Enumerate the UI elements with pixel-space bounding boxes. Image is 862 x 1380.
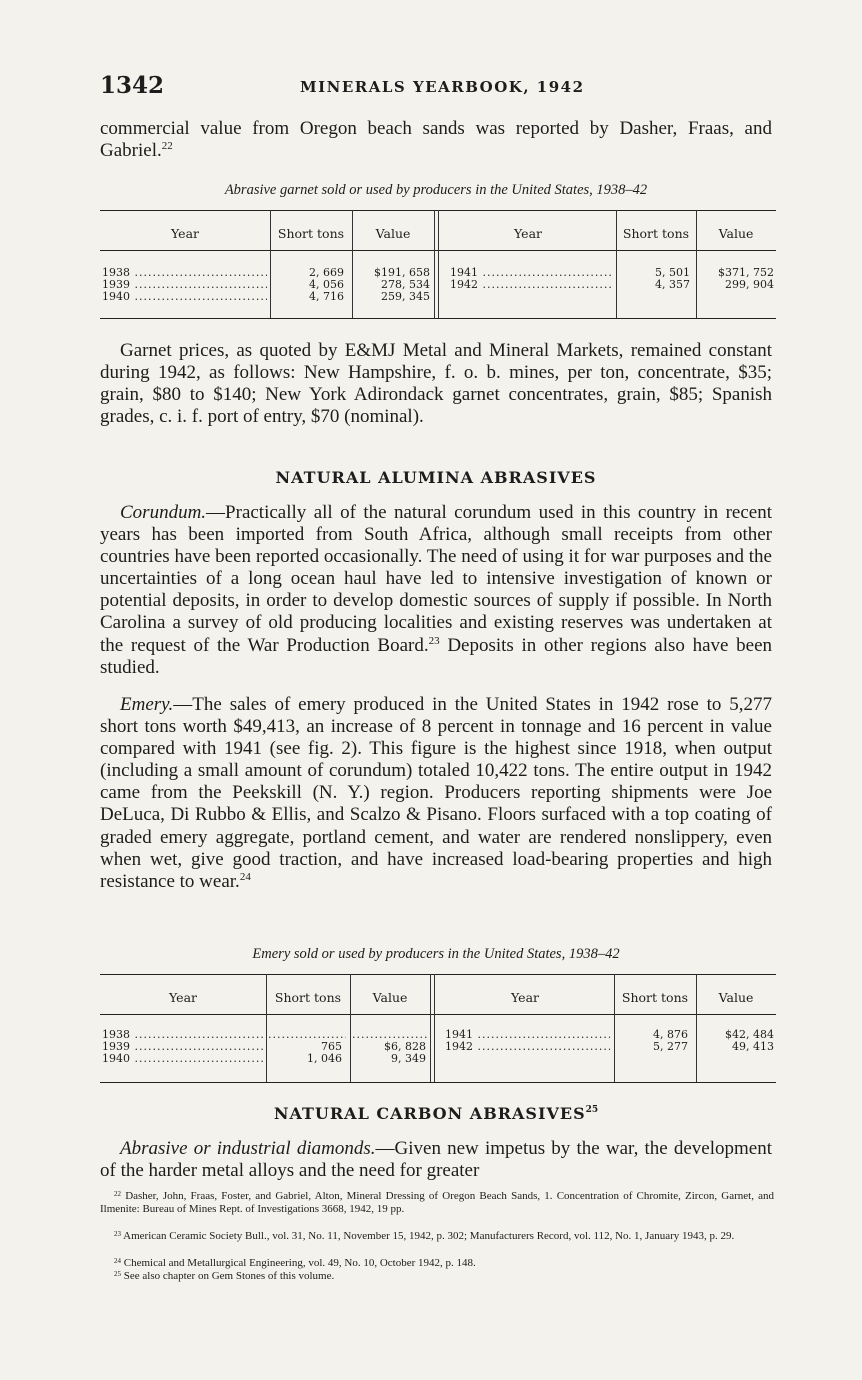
emery-lead: Emery. <box>120 694 174 715</box>
footnote-text: Dasher, John, Fraas, Foster, and Gabriel, Alton, Mineral Dressing of Oregon Beach Sands, 1. Concentration of Chromite, Zircon, Garnet, and Ilmenite: Bureau of Mines Rept. of Investigations 3668, 1942, 19 pp. <box>100 1190 775 1215</box>
corundum-tail: Deposits in other regions also have been studied. <box>100 634 773 678</box>
footnote-ref-23: 23 <box>428 634 440 647</box>
header-year: Year <box>171 226 199 241</box>
column-divider-double <box>434 210 439 318</box>
running-head: MINERALS YEARBOOK, 1942 <box>300 78 585 96</box>
emery-paragraph <box>100 694 772 893</box>
corundum-lead: Corundum. <box>120 502 207 523</box>
intro-paragraph <box>100 118 772 162</box>
footnote-ref-24: 24 <box>239 870 251 883</box>
header-value: Value <box>375 226 411 241</box>
footnote-24 <box>100 1257 774 1270</box>
table-cell-short-tons: 1, 046 <box>307 1052 342 1065</box>
emery-text: —The sales of emery produced in the United States in 1942 rose to 5,277 short tons worth $49,413, an increase of 8 percent in tonnage and 16 percent in value compared with 1941 (see fig. 2). This figure is the highest since 1918, when output (including a small amount of corundum) totaled 10,422 tons. The entire output in 1942 came from the Peekskill (N. Y.) region. Producers reporting shipments were Joe DeLuca, Di Rubbo & Ellis, and Scalzo & Pisano. Floors surfaced with a top coating of graded emery aggregate, portland cement, and water are rendered nonslippery, even when wet, give good traction, and have increased load-bearing properties and high resistance to wear. <box>100 694 772 892</box>
table-cell-year: 1938 ..... <box>102 1028 263 1041</box>
footnote-22 <box>100 1190 774 1215</box>
table-cell-value: 259, 345 <box>381 290 430 303</box>
footnote-ref-22: 22 <box>161 140 173 153</box>
table-cell-year: 1940 ..... <box>102 290 267 303</box>
table-cell-year: 1940 ..... <box>102 1052 263 1065</box>
header-short-tons: Short tons <box>274 990 342 1005</box>
header-year: Year <box>169 990 197 1005</box>
footnote-number: 24 <box>114 1257 121 1265</box>
header-short-tons: Short tons <box>277 226 345 241</box>
diamonds-lead: Abrasive or industrial diamonds. <box>120 1138 376 1159</box>
footnote-number: 22 <box>114 1190 121 1198</box>
emery-table <box>100 974 776 1086</box>
diamonds-paragraph <box>100 1138 772 1182</box>
header-year: Year <box>514 226 542 241</box>
diamonds-text: —Given new impetus by the war, the development of the harder metal alloys and the need for greater <box>100 1138 773 1182</box>
corundum-paragraph <box>100 502 772 679</box>
table-cell-year: 1941 ..... <box>450 266 612 279</box>
section-heading-carbon-text: NATURAL CARBON ABRASIVES <box>273 1104 586 1123</box>
table-cell-short-tons: 4, 056 <box>309 278 344 291</box>
garnet-table-caption: Abrasive garnet sold or used by producers in the United States, 1938–42 <box>224 182 648 198</box>
table-rule <box>100 1082 776 1083</box>
table-cell-value: $191, 658 <box>374 266 430 279</box>
footnote-25 <box>100 1270 774 1283</box>
table-cell-value: $6, 828 <box>384 1040 426 1053</box>
header-value: Value <box>718 226 754 241</box>
table-cell-short-tons: 765 <box>321 1040 342 1053</box>
page-header <box>100 72 780 106</box>
table-cell-year: 1941 ..... <box>445 1028 610 1041</box>
table-cell-year: 1939 ..... <box>102 1040 263 1053</box>
table-cell-short-tons: 5, 277 <box>653 1040 688 1053</box>
table-rule <box>100 974 776 975</box>
table-cell-value: $42, 484 <box>725 1028 774 1041</box>
footnote-number: 25 <box>114 1270 121 1278</box>
footnote-text: Chemical and Metallurgical Engineering, vol. 49, No. 10, October 1942, p. 148. <box>123 1257 476 1269</box>
table-rule <box>100 318 776 319</box>
table-cell-value: 49, 413 <box>732 1040 774 1053</box>
garnet-prices-paragraph: Garnet prices, as quoted by E&MJ Metal and Mineral Markets, remained constant during 1942, as follows: New Hampshire, f. o. b. mines, per ton, concentrate, $35; grain, $80 to $140; New York Adirondack garnet concentrates, grain, $85; Spanish grades, c. i. f. port of entry, $70 (nominal). <box>100 340 772 428</box>
section-heading-carbon <box>100 1104 772 1123</box>
header-value: Value <box>718 990 754 1005</box>
table-cell-value: $371, 752 <box>718 266 774 279</box>
table-cell-short-tons: 4, 716 <box>309 290 344 303</box>
table-cell-year: 1942 ..... <box>450 278 612 291</box>
table-cell-value: 299, 904 <box>725 278 774 291</box>
table-cell-short-tons: 2, 669 <box>309 266 344 279</box>
footnote-text: See also chapter on Gem Stones of this volume. <box>123 1270 335 1282</box>
intro-text: commercial value from Oregon beach sands was reported by Dasher, Fraas, and Gabriel. <box>100 118 772 162</box>
table-cell-short-tons: 4, 357 <box>655 278 690 291</box>
table-cell-value: 278, 534 <box>381 278 430 291</box>
header-short-tons: Short tons <box>622 226 690 241</box>
table-cell-year: 1942 ..... <box>445 1040 610 1053</box>
footnote-text: American Ceramic Society Bull., vol. 31, No. 11, November 15, 1942, p. 302; Manufacturers Record, vol. 112, No. 1, January 1943, p. 29. <box>123 1230 735 1242</box>
footnote-number: 23 <box>114 1230 121 1238</box>
header-short-tons: Short tons <box>621 990 689 1005</box>
emery-table-caption: Emery sold or used by producers in the United States, 1938–42 <box>252 946 620 962</box>
footnote-23 <box>100 1230 774 1243</box>
header-year: Year <box>511 990 539 1005</box>
table-cell-year: 1938 ..... <box>102 266 267 279</box>
table-cell-value: 9, 349 <box>391 1052 426 1065</box>
column-divider-double <box>430 974 435 1082</box>
page-number: 1342 <box>100 72 165 99</box>
garnet-table <box>100 210 776 322</box>
corundum-text: —Practically all of the natural corundum used in this country in recent years has been imported from South Africa, although small receipts from other countries have been reported occasionally. The need of using it for war purposes and the uncertainties of a long ocean haul have led to intensive investigation of known or potential deposits, in order to develop domestic sources of supply if possible. In North Carolina a survey of old producing localities and existing reserves was undertaken at the request of the War Production Board. <box>100 502 772 656</box>
footnote-ref-25: 25 <box>585 1105 599 1115</box>
table-cell-short-tons: 4, 876 <box>653 1028 688 1041</box>
header-value: Value <box>372 990 408 1005</box>
section-heading-alumina: NATURAL ALUMINA ABRASIVES <box>275 468 597 487</box>
table-cell-year: 1939 ..... <box>102 278 267 291</box>
table-rule <box>100 1014 776 1015</box>
table-cell-short-tons: 5, 501 <box>655 266 690 279</box>
